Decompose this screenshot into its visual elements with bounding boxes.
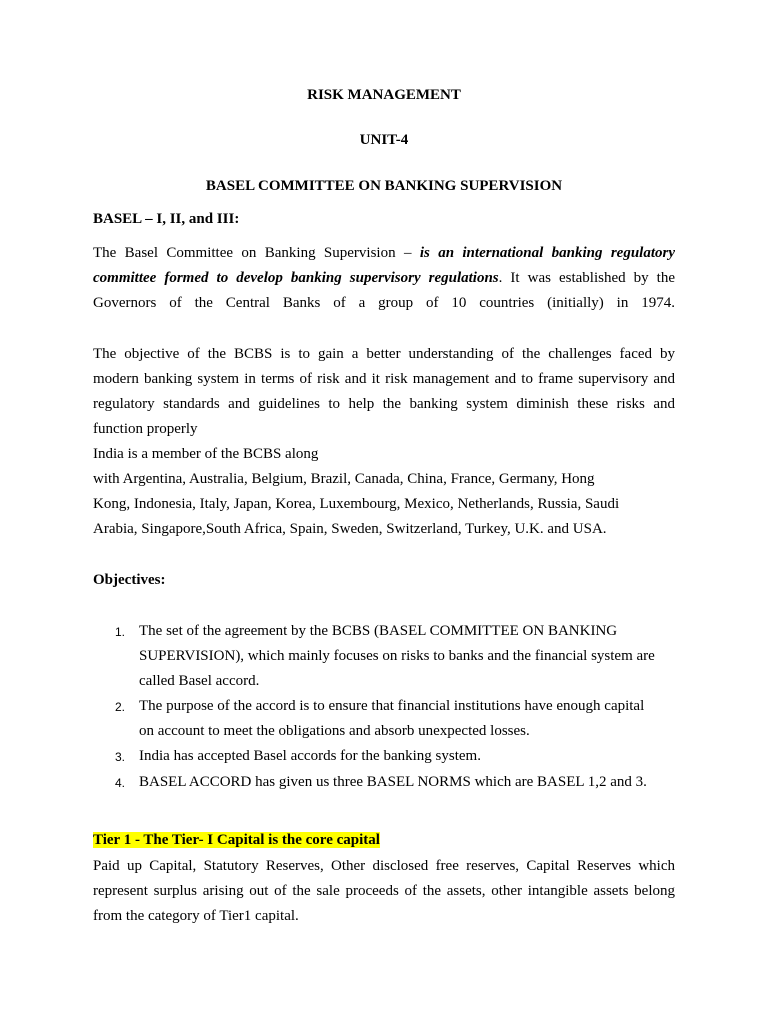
tier1-line: represent surplus arising out of the sale proceeds of the assets, other intangible assets belong: [93, 883, 675, 899]
tier1-heading: [93, 832, 380, 849]
objective-line: regulatory standards and guidelines to help the banking system diminish these risks and: [93, 396, 675, 412]
list-item-line: The set of the agreement by the BCBS (BASEL COMMITTEE ON BANKING: [139, 623, 618, 639]
intro-text: The Basel Committee on Banking Supervision –: [93, 245, 420, 261]
basel-heading: BASEL – I, II, and III:: [93, 211, 240, 227]
list-item-line: on account to meet the obligations and absorb unexpected losses.: [139, 723, 530, 739]
tier1-line: Paid up Capital, Statutory Reserves, Other disclosed free reserves, Capital Reserves which: [93, 858, 675, 874]
list-item-line: SUPERVISION), which mainly focuses on risks to banks and the financial system are: [139, 648, 655, 664]
intro-line-3: Governors of the Central Banks of a group of 10 countries (initially) in 1974.: [93, 295, 675, 311]
list-number: 1.: [115, 625, 126, 639]
objective-line: modern banking system in terms of risk and it risk management and to frame supervisory and: [93, 371, 675, 387]
list-number: 2.: [115, 700, 126, 714]
intro-line-2: [93, 270, 675, 287]
list-item-line: The purpose of the accord is to ensure that financial institutions have enough capital: [139, 698, 645, 714]
list-number: 4.: [115, 776, 126, 790]
intro-emphasis: committee formed to develop banking supervisory regulations: [93, 270, 499, 286]
intro-text: . It was established by the: [498, 270, 675, 286]
list-number: 3.: [115, 750, 126, 764]
members-line: Kong, Indonesia, Italy, Japan, Korea, Luxembourg, Mexico, Netherlands, Russia, Saudi: [93, 496, 620, 512]
objectives-heading: Objectives:: [93, 572, 166, 588]
unit-label: UNIT-4: [359, 132, 409, 148]
tier1-heading-highlight: Tier 1 - The Tier- I Capital is the core capital: [93, 832, 380, 848]
members-line: with Argentina, Australia, Belgium, Brazil, Canada, China, France, Germany, Hong: [93, 471, 595, 487]
objective-line: function properly: [93, 421, 198, 437]
members-line: Arabia, Singapore,South Africa, Spain, Sweden, Switzerland, Turkey, U.K. and USA.: [93, 521, 607, 537]
intro-emphasis: is an international banking regulatory: [419, 245, 675, 261]
list-item-line: India has accepted Basel accords for the banking system.: [139, 748, 481, 764]
objective-line: The objective of the BCBS is to gain a better understanding of the challenges faced by: [93, 346, 675, 362]
members-line: India is a member of the BCBS along: [93, 446, 319, 462]
document-title: RISK MANAGEMENT: [307, 87, 461, 103]
list-item-line: called Basel accord.: [139, 673, 260, 689]
section-heading: BASEL COMMITTEE ON BANKING SUPERVISION: [205, 178, 563, 194]
tier1-line: from the category of Tier1 capital.: [93, 908, 299, 924]
intro-line-1: [93, 245, 675, 262]
list-item-line: BASEL ACCORD has given us three BASEL NORMS which are BASEL 1,2 and 3.: [139, 774, 647, 790]
